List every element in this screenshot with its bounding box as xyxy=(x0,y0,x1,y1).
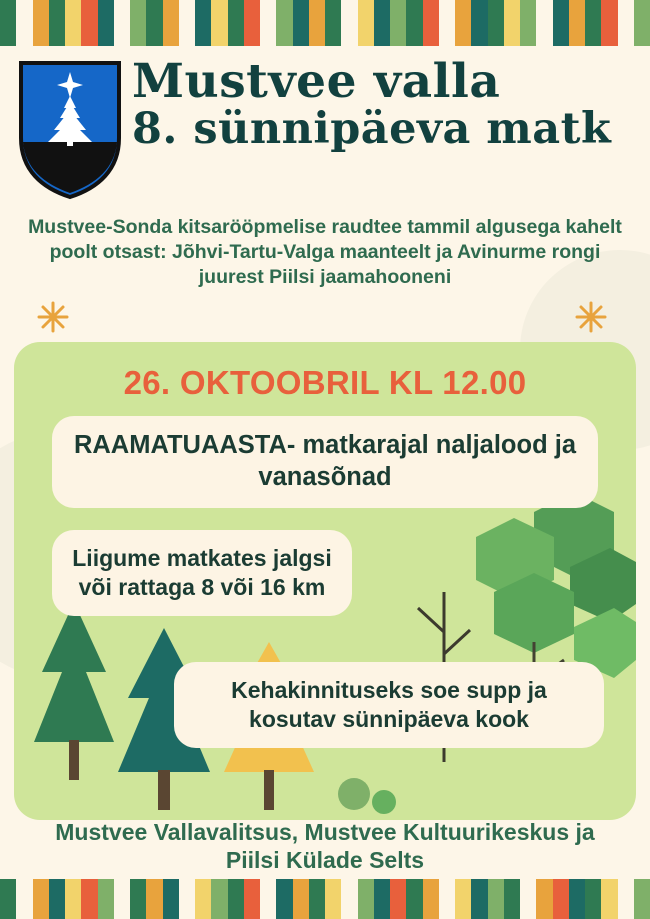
stripe-segment xyxy=(618,0,634,46)
stripe-segment xyxy=(309,879,325,919)
stripe-segment xyxy=(130,879,146,919)
event-details-card xyxy=(14,342,636,820)
stripe-segment xyxy=(585,879,601,919)
poster-subtitle: Mustvee-Sonda kitsarööpmelise raudtee tammil algusega kahelt poolt otsast: Jõhvi-Tartu-Valga maanteelt ja Avinurme rongi juurest Piilsi jaamahooneni xyxy=(28,216,622,288)
stripe-segment xyxy=(309,0,325,46)
stripe-segment xyxy=(211,0,227,46)
stripe-segment xyxy=(406,879,422,919)
stripe-segment xyxy=(553,0,569,46)
stripe-segment xyxy=(211,879,227,919)
top-stripe-band xyxy=(0,0,650,46)
stripe-segment xyxy=(276,0,292,46)
stripe-segment xyxy=(114,0,130,46)
stripe-segment xyxy=(325,0,341,46)
snowflake-icon xyxy=(574,300,608,339)
poster-title-line2: 8. sünnipäeva matk xyxy=(132,103,612,154)
stripe-segment xyxy=(423,0,439,46)
stripe-segment xyxy=(146,0,162,46)
stripe-segment xyxy=(228,0,244,46)
stripe-segment xyxy=(504,0,520,46)
stripe-segment xyxy=(390,879,406,919)
stripe-segment xyxy=(244,879,260,919)
stripe-segment xyxy=(536,879,552,919)
stripe-segment xyxy=(553,879,569,919)
stripe-segment xyxy=(455,0,471,46)
stripe-segment xyxy=(260,0,276,46)
stripe-segment xyxy=(276,879,292,919)
stripe-segment xyxy=(471,0,487,46)
stripe-segment xyxy=(423,879,439,919)
stripe-segment xyxy=(49,879,65,919)
stripe-segment xyxy=(228,879,244,919)
stripe-segment xyxy=(293,0,309,46)
stripe-segment xyxy=(33,0,49,46)
stripe-segment xyxy=(244,0,260,46)
stripe-segment xyxy=(260,879,276,919)
stripe-segment xyxy=(0,879,16,919)
stripe-segment xyxy=(65,879,81,919)
stripe-segment xyxy=(163,879,179,919)
stripe-segment xyxy=(439,879,455,919)
stripe-segment xyxy=(439,0,455,46)
stripe-segment xyxy=(81,0,97,46)
bottom-stripe-band xyxy=(0,879,650,919)
stripe-segment xyxy=(634,879,650,919)
stripe-segment xyxy=(195,0,211,46)
stripe-segment xyxy=(195,879,211,919)
info-bubble-catering: Kehakinnituseks soe supp ja kosutav sünnipäeva kook xyxy=(174,662,604,748)
stripe-segment xyxy=(634,0,650,46)
coat-of-arms-icon xyxy=(18,60,122,205)
stripe-segment xyxy=(374,879,390,919)
stripe-segment xyxy=(374,0,390,46)
stripe-segment xyxy=(341,0,357,46)
stripe-segment xyxy=(520,879,536,919)
stripe-segment xyxy=(471,879,487,919)
stripe-segment xyxy=(601,0,617,46)
stripe-segment xyxy=(16,879,32,919)
stripe-segment xyxy=(130,0,146,46)
info-bubble-transport: Liigume matkates jalgsi või rattaga 8 või 16 km xyxy=(52,530,352,616)
stripe-segment xyxy=(406,0,422,46)
stripe-segment xyxy=(114,879,130,919)
stripe-segment xyxy=(65,0,81,46)
stripe-segment xyxy=(601,879,617,919)
stripe-segment xyxy=(0,0,16,46)
stripe-segment xyxy=(293,879,309,919)
poster-title-line1: Mustvee valla xyxy=(132,54,501,109)
stripe-segment xyxy=(98,879,114,919)
snowflake-icon xyxy=(36,300,70,339)
stripe-segment xyxy=(49,0,65,46)
stripe-segment xyxy=(390,0,406,46)
stripe-segment xyxy=(146,879,162,919)
stripe-segment xyxy=(358,0,374,46)
stripe-segment xyxy=(618,879,634,919)
stripe-segment xyxy=(358,879,374,919)
stripe-segment xyxy=(569,0,585,46)
poster-header xyxy=(0,46,650,290)
stripe-segment xyxy=(504,879,520,919)
stripe-segment xyxy=(536,0,552,46)
info-bubble-programme: RAAMATUAASTA- matkarajal naljalood ja vanasõnad xyxy=(52,416,598,508)
stripe-segment xyxy=(179,0,195,46)
organizers-text: Mustvee Vallavalitsus, Mustvee Kultuurikeskus ja Piilsi Külade Selts xyxy=(55,818,595,874)
stripe-segment xyxy=(488,0,504,46)
stripe-segment xyxy=(16,0,32,46)
stripe-segment xyxy=(520,0,536,46)
stripe-segment xyxy=(81,879,97,919)
stripe-segment xyxy=(179,879,195,919)
stripe-segment xyxy=(488,879,504,919)
stripe-segment xyxy=(325,879,341,919)
event-date: 26. OKTOOBRIL KL 12.00 xyxy=(123,364,527,401)
stripe-segment xyxy=(163,0,179,46)
stripe-segment xyxy=(98,0,114,46)
stripe-segment xyxy=(455,879,471,919)
stripe-segment xyxy=(569,879,585,919)
stripe-segment xyxy=(585,0,601,46)
stripe-segment xyxy=(341,879,357,919)
stripe-segment xyxy=(33,879,49,919)
